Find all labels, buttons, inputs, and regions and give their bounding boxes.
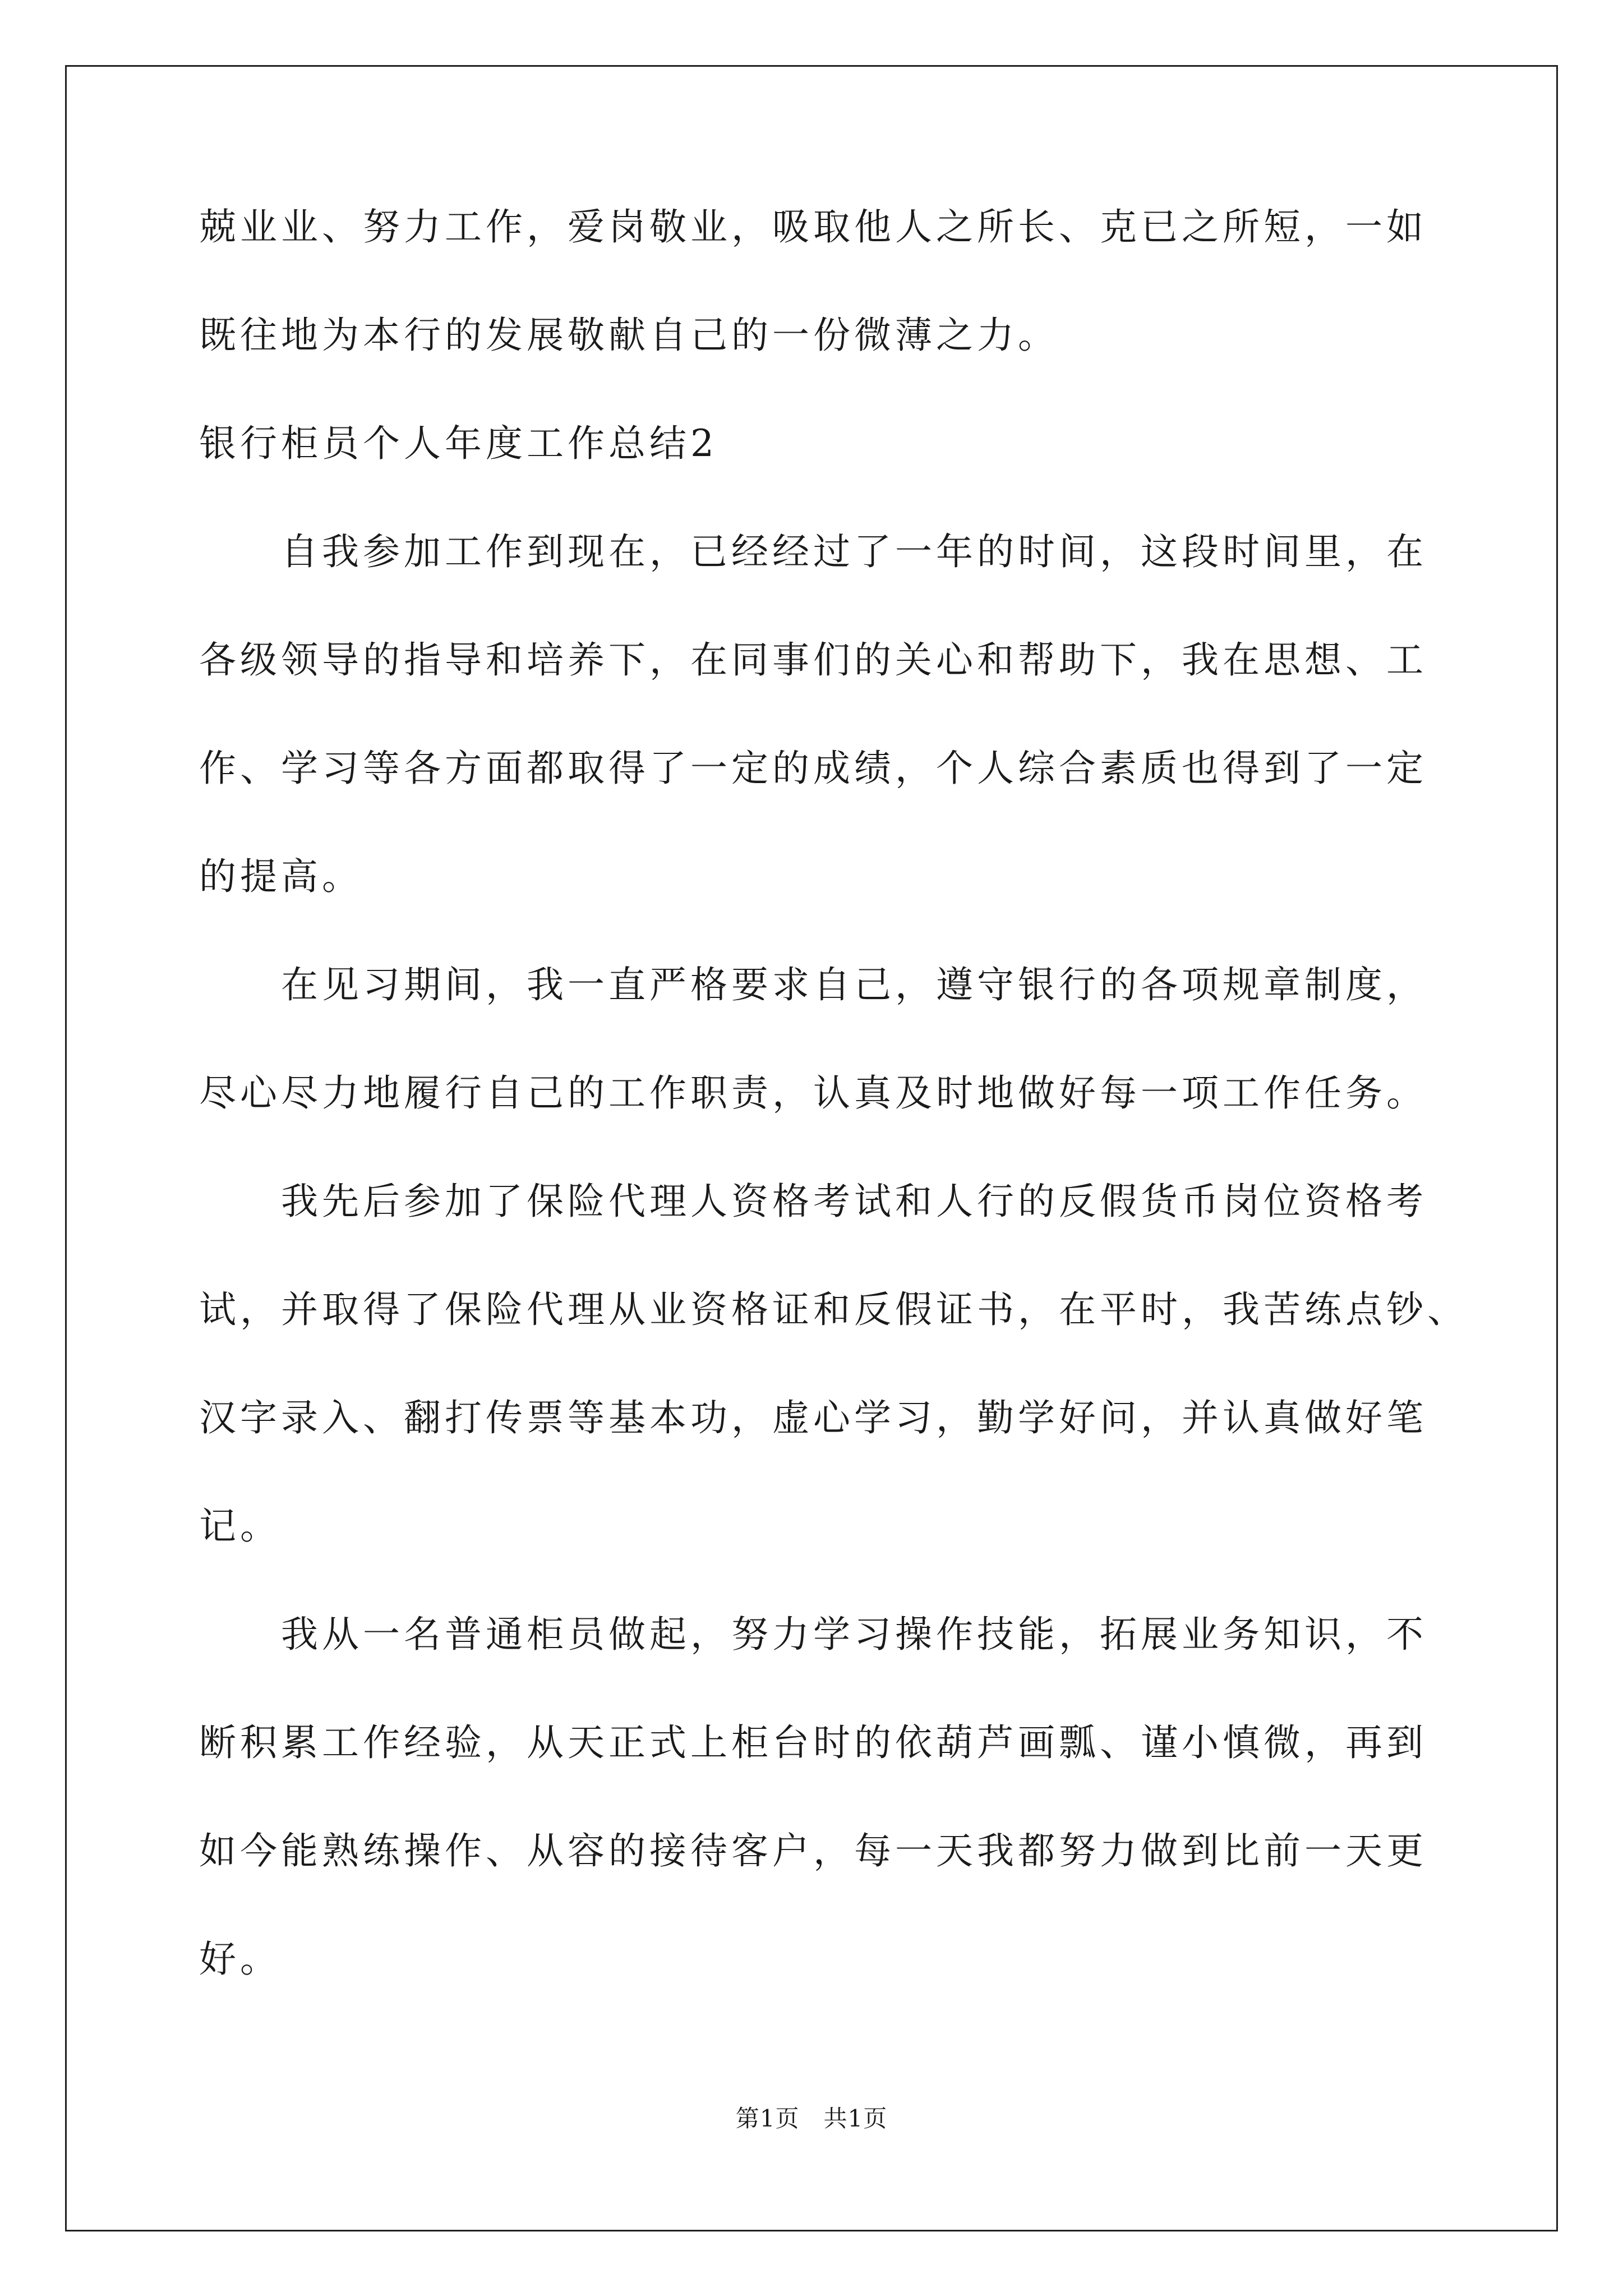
- text-line: 我从一名普通柜员做起，努力学习操作技能，拓展业务知识，不: [199, 1613, 1427, 1656]
- document-body: [199, 205, 1468, 1981]
- text-line: 汉字录入、翻打传票等基本功，虚心学习，勤学好问，并认真做好笔: [199, 1396, 1427, 1439]
- text-line: 好。: [199, 1938, 281, 1981]
- page-number-footer: 第1页 共1页: [735, 2105, 888, 2132]
- text-line: 记。: [199, 1504, 281, 1548]
- text-line: 各级领导的指导和培养下，在同事们的关心和帮助下，我在思想、工: [199, 638, 1427, 682]
- text-line: 既往地为本行的发展敬献自己的一份微薄之力。: [199, 314, 1059, 357]
- text-line: 如今能熟练操作、从容的接待客户，每一天我都努力做到比前一天更: [199, 1829, 1427, 1872]
- text-line: 兢业业、努力工作，爱岗敬业，吸取他人之所长、克已之所短，一如: [199, 205, 1427, 249]
- text-line: 在见习期间，我一直严格要求自己，遵守银行的各项规章制度，: [199, 963, 1427, 1006]
- text-line: 自我参加工作到现在，已经经过了一年的时间，这段时间里，在: [199, 530, 1427, 573]
- text-line: 我先后参加了保险代理人资格考试和人行的反假货币岗位资格考: [199, 1180, 1427, 1223]
- section-heading: 银行柜员个人年度工作总结2: [199, 422, 718, 465]
- text-line: 的提高。: [199, 855, 363, 898]
- text-line: 断积累工作经验，从天正式上柜台时的依葫芦画瓢、谨小慎微，再到: [199, 1721, 1427, 1764]
- text-line: 尽心尽力地履行自己的工作职责，认真及时地做好每一项工作任务。: [199, 1071, 1427, 1115]
- text-line: 试，并取得了保险代理从业资格证和反假证书，在平时，我苦练点钞、: [199, 1288, 1468, 1331]
- text-line: 作、学习等各方面都取得了一定的成绩，个人综合素质也得到了一定: [199, 747, 1427, 790]
